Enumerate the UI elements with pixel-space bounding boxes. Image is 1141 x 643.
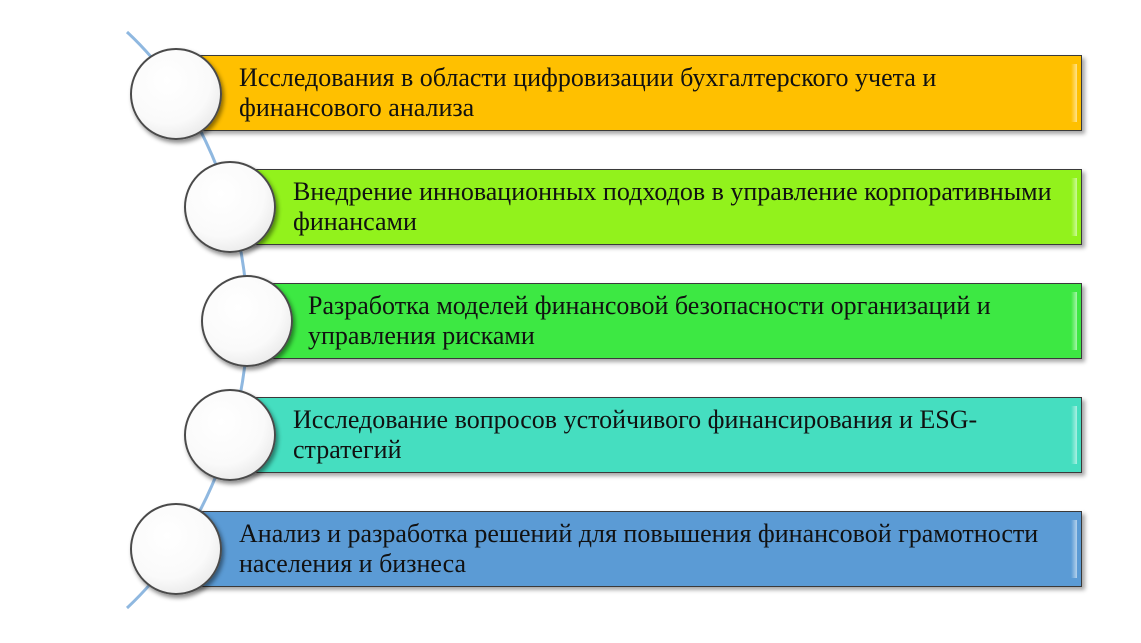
list-item-bar bbox=[249, 283, 1082, 359]
list-item-bar bbox=[178, 55, 1082, 131]
list-item-label: Анализ и разработка решений для повышения финансовой грамотности населения и бизнеса bbox=[239, 519, 1039, 578]
list-item-bullet-circle bbox=[184, 161, 276, 253]
list-item-bullet-circle bbox=[184, 389, 276, 481]
list-item-label: Исследования в области цифровизации бухгалтерского учета и финансового анализа bbox=[239, 63, 937, 122]
list-item-label: Исследование вопросов устойчивого финансирования и ESG-стратегий bbox=[293, 405, 978, 464]
list-item-bar bbox=[178, 511, 1082, 587]
list-item-label: Внедрение инновационных подходов в управление корпоративными финансами bbox=[293, 177, 1052, 236]
list-item-label: Разработка моделей финансовой безопасности организаций и управления рисками bbox=[308, 291, 991, 350]
list-item-bullet-circle bbox=[201, 275, 293, 367]
list-item-bullet-circle bbox=[130, 48, 222, 140]
list-item-bar bbox=[232, 169, 1082, 245]
list-item-bullet-circle bbox=[130, 503, 222, 595]
list-item-bar bbox=[232, 397, 1082, 473]
